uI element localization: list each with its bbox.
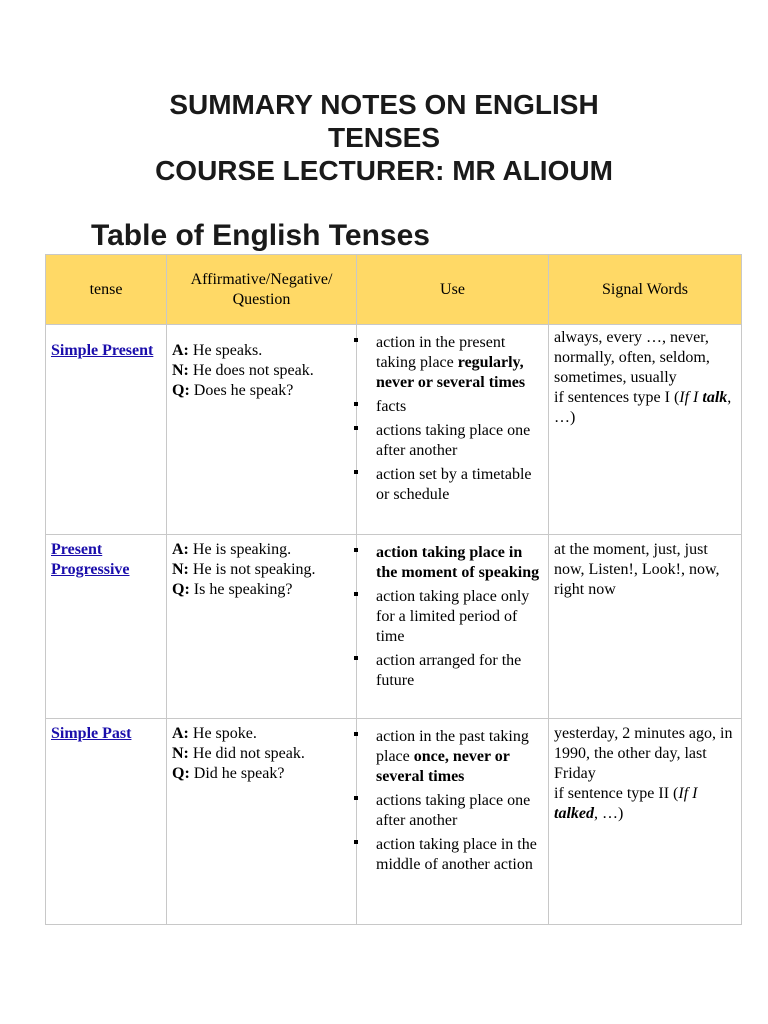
tense-link-simple-past[interactable]: Simple Past bbox=[51, 725, 132, 742]
list-item: actions taking place one after another bbox=[362, 421, 543, 461]
title-line-2: TENSES bbox=[327, 122, 441, 153]
table-row bbox=[46, 719, 742, 925]
table-header-row bbox=[46, 255, 742, 325]
signal-words-cell: always, every …, never, normally, often, seldom, sometimes, usually if sentences type I (If I talk, …) bbox=[549, 325, 742, 535]
use-cell bbox=[357, 719, 549, 925]
list-item: action taking place only for a limited period of time bbox=[362, 587, 543, 647]
negative-line: N: He is not speaking. bbox=[172, 561, 316, 578]
affirmative-line: A: He speaks. bbox=[172, 342, 263, 359]
forms-cell bbox=[167, 325, 357, 535]
title-line-1: SUMMARY NOTES ON ENGLISH bbox=[169, 89, 599, 120]
list-item: facts bbox=[362, 397, 543, 417]
header-tense: tense bbox=[46, 255, 167, 325]
list-item: action in the present taking place regularly, never or several times bbox=[362, 333, 543, 393]
document-title bbox=[0, 88, 768, 187]
tenses-table bbox=[45, 254, 742, 925]
affirmative-line: A: He is speaking. bbox=[172, 541, 292, 558]
negative-line: N: He did not speak. bbox=[172, 745, 305, 762]
question-line: Q: Did he speak? bbox=[172, 765, 285, 782]
table-row bbox=[46, 325, 742, 535]
header-signal-words: Signal Words bbox=[549, 255, 742, 325]
list-item: action set by a timetable or schedule bbox=[362, 465, 543, 505]
forms-cell bbox=[167, 535, 357, 719]
question-line: Q: Does he speak? bbox=[172, 382, 294, 399]
header-use: Use bbox=[357, 255, 549, 325]
tense-cell bbox=[46, 535, 167, 719]
list-item: action taking place in the middle of another action bbox=[362, 835, 543, 875]
title-line-3: COURSE LECTURER: MR ALIOUM bbox=[155, 155, 613, 186]
list-item: action arranged for the future bbox=[362, 651, 543, 691]
forms-cell bbox=[167, 719, 357, 925]
tense-cell bbox=[46, 325, 167, 535]
section-heading: Table of English Tenses bbox=[91, 219, 430, 252]
question-line: Q: Is he speaking? bbox=[172, 581, 293, 598]
header-forms: Affirmative/Negative/ Question bbox=[167, 255, 357, 325]
signal-words-cell: yesterday, 2 minutes ago, in 1990, the other day, last Friday if sentence type II (If I talked, …) bbox=[549, 719, 742, 925]
use-cell bbox=[357, 325, 549, 535]
use-cell bbox=[357, 535, 549, 719]
negative-line: N: He does not speak. bbox=[172, 362, 314, 379]
tense-link-simple-present[interactable]: Simple Present bbox=[51, 342, 154, 359]
table-row bbox=[46, 535, 742, 719]
list-item: actions taking place one after another bbox=[362, 791, 543, 831]
tense-cell bbox=[46, 719, 167, 925]
signal-words-cell: at the moment, just, just now, Listen!, Look!, now, right now bbox=[549, 535, 742, 719]
list-item: action in the past taking place once, never or several times bbox=[362, 727, 543, 787]
list-item: action taking place in the moment of speaking bbox=[362, 543, 543, 583]
affirmative-line: A: He spoke. bbox=[172, 725, 257, 742]
tense-link-present-progressive[interactable]: Present Progressive bbox=[51, 541, 130, 578]
